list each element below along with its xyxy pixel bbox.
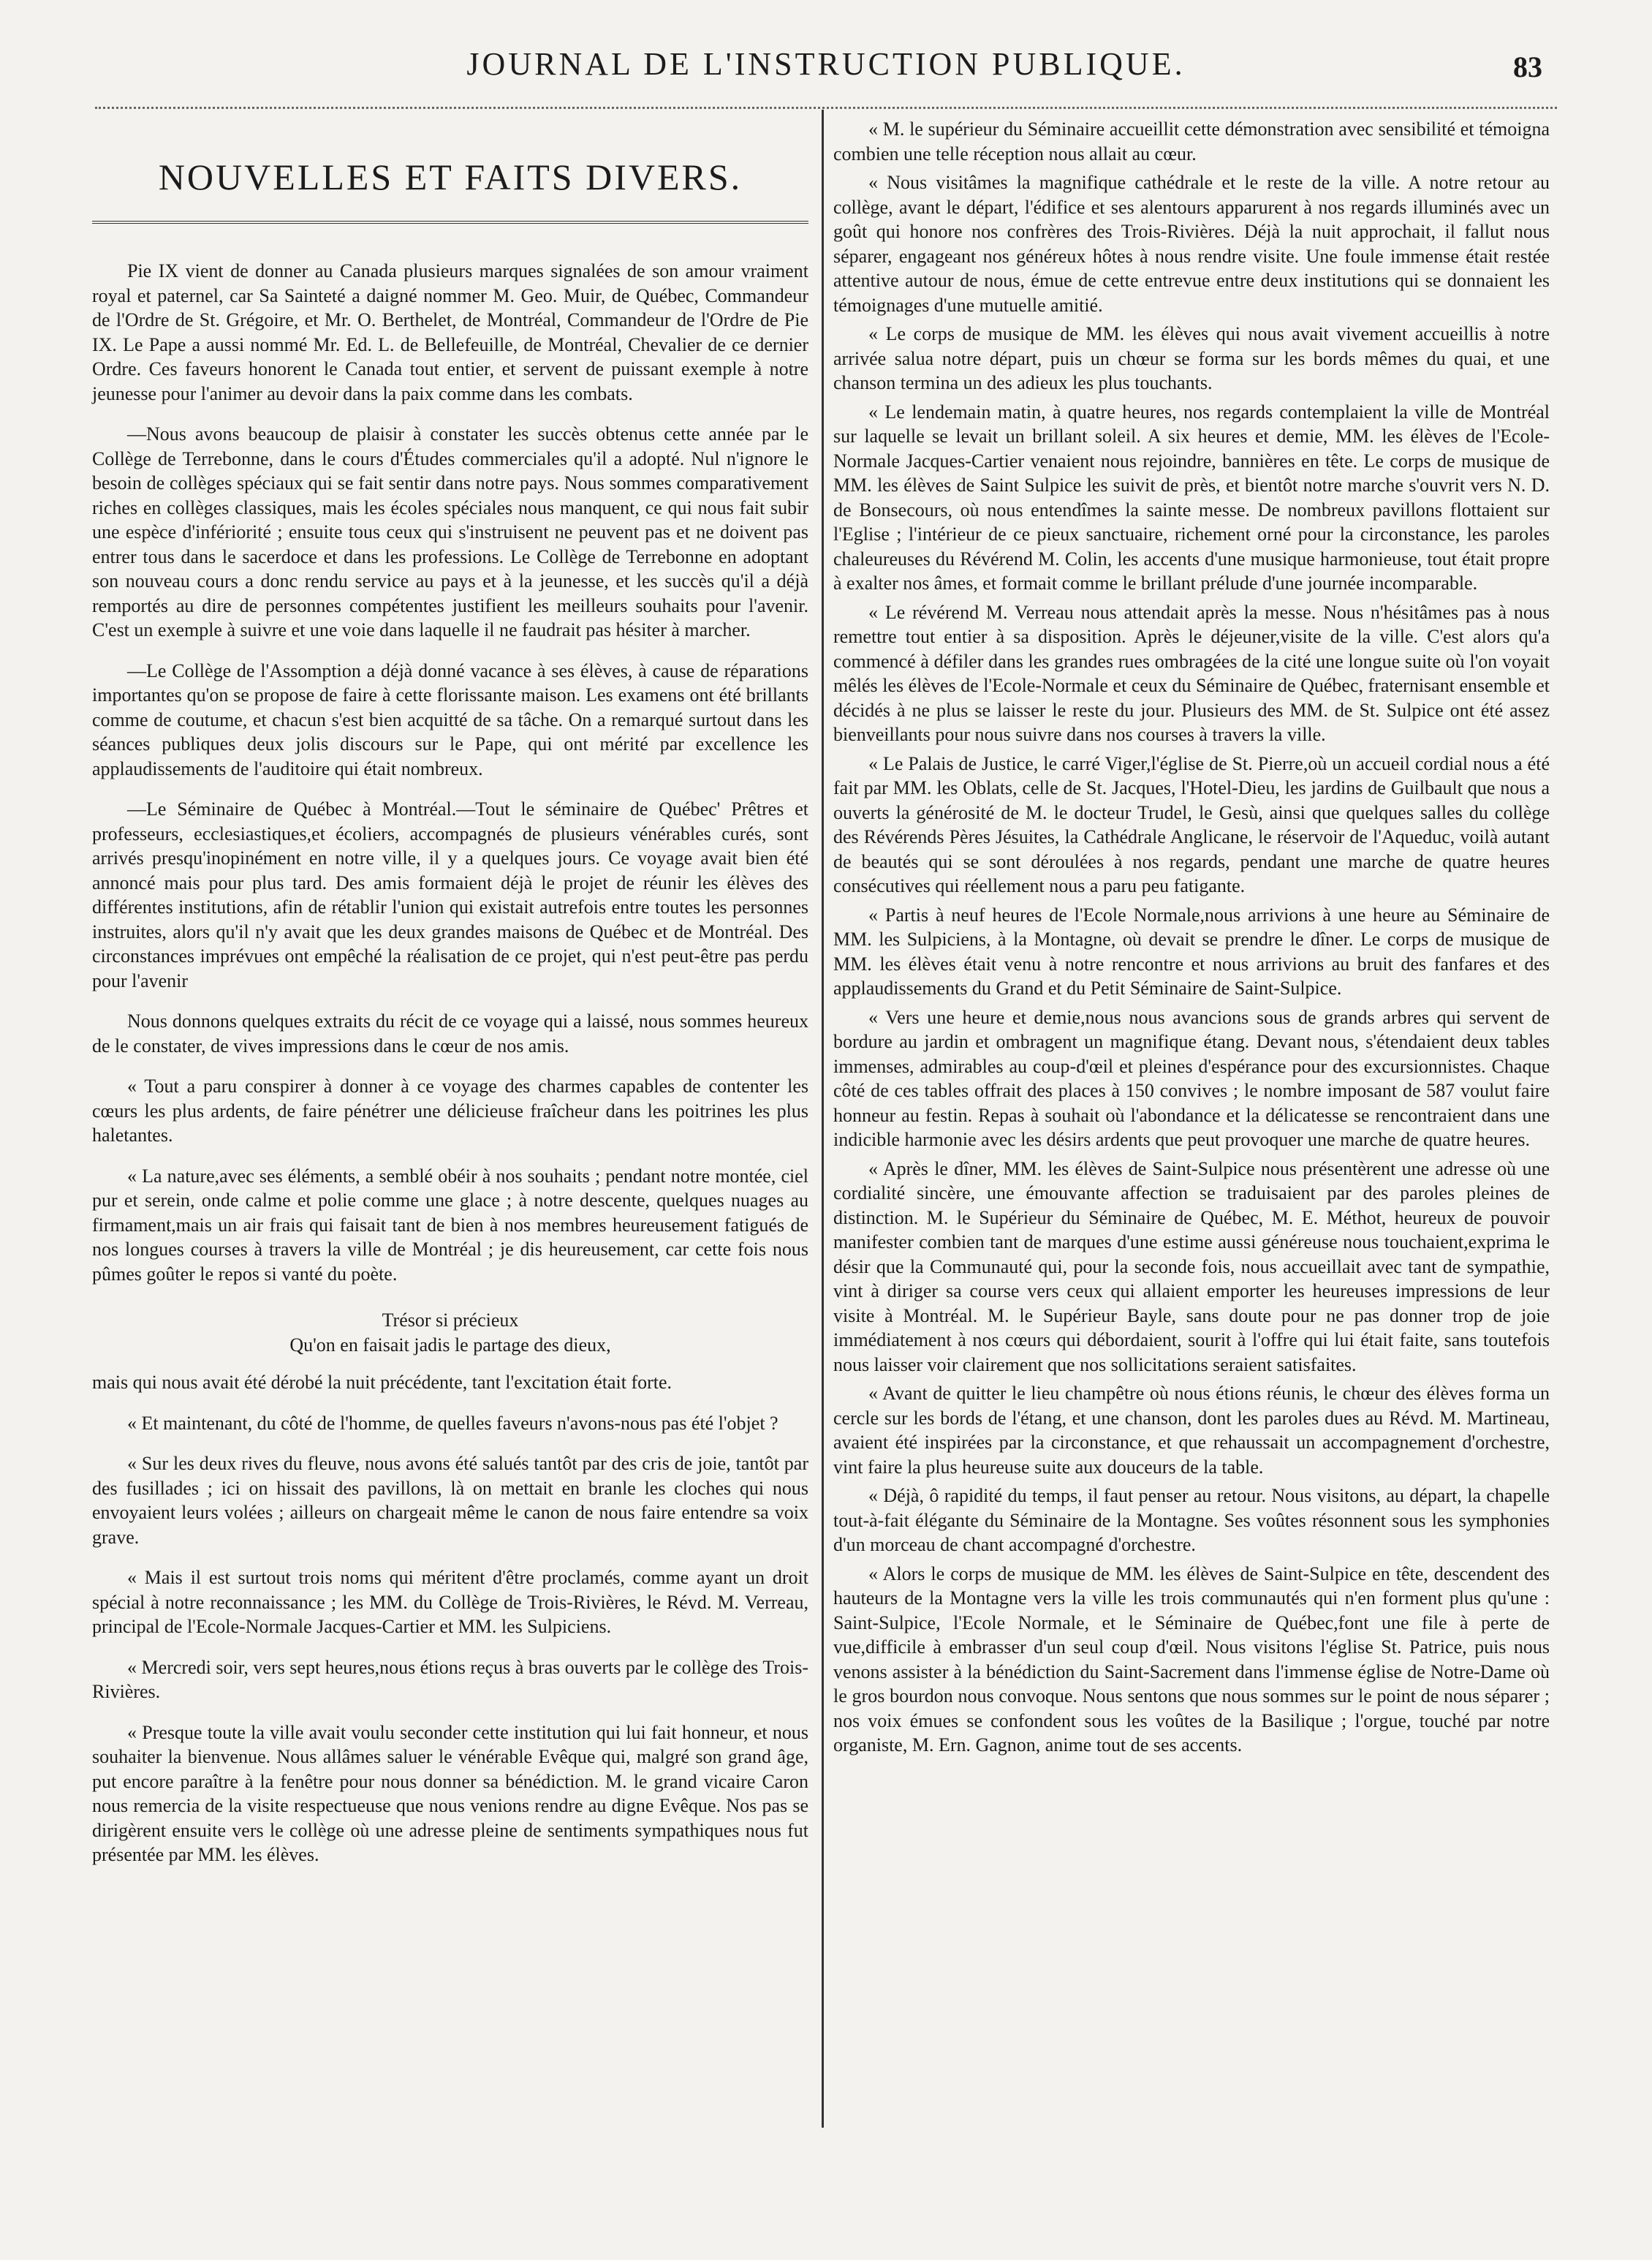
left-column xyxy=(92,117,808,1883)
paragraph: « Nous visitâmes la magnifique cathédrale et le reste de la ville. A notre retour au collège, avant le départ, l'édifice et ses alentours apparurent à nos regards illuminés avec un goût qui honore nos confrères des Trois-Rivières. Déjà la nuit approchait, il fallut nous séparer, engageant nos généreux hôtes à nous rendre visite. Une foule immense était restée attentive autour de nous, émue de cette entrevue entre deux institutions qui se donnaient les témoignages d'une mutuelle amitié. xyxy=(833,172,1550,316)
paragraph: « Le révérend M. Verreau nous attendait après la messe. Nous n'hésitâmes pas à nous remettre tout entier à sa disposition. Après le déjeuner,visite de la ville. C'est alors qu'a commencé à défiler dans les grandes rues ombragées de la cité une longue suite où l'on voyait mêlés les élèves de l'Ecole-Normale et ceux du Séminaire de Québec, fraternisant ensemble et décidés à ne plus se laisser le reste du jour. Plusieurs des MM. de St. Sulpice ont été assez bienveillants pour nous suivre dans nos courses à travers la ville. xyxy=(833,601,1550,745)
paragraph: « Et maintenant, du côté de l'homme, de quelles faveurs n'avons-nous pas été l'objet ? xyxy=(127,1412,778,1434)
title-rule xyxy=(92,221,808,224)
article-terrebonne: —Nous avons beaucoup de plaisir à constater les succès obtenus cette année par le Collège de Terrebonne, dans le cours d'Études commerciales qu'il a adopté. Nul n'ignore le besoin de collèges spéciaux qui se fait sentir dans notre pays. Nous sommes comparativement riches en collèges classiques, mais les écoles spéciales nous manquent, ce qui nous fait subir une espèce d'infériorité ; ensuite tous ceux qui s'instruisent ne peuvent pas et ne doivent pas entrer tous dans le sacerdoce et dans les professions. Le Collège de Terrebonne en adoptant son nouveau cours a donc rendu service au pays et à la jeunesse, et les succès qu'il a déjà remportés au dire de personnes compétentes justifient les meilleurs souhaits pour l'avenir. C'est un exemple à suivre et une voie dans laquelle il ne faudrait pas hésiter à marcher. xyxy=(92,423,808,640)
paragraph: « Le lendemain matin, à quatre heures, nos regards contemplaient la ville de Montréal sur laquelle se levait un brillant soleil. A six heures et demie, MM. les élèves de l'Ecole-Normale Jacques-Cartier venaient nous rejoindre, bannières en tête. Le corps de musique de MM. les élèves de Saint Sulpice les suivit de près, et bientôt notre marche s'ouvrit vers N. D. de Bonsecours, où nous entendîmes la sainte messe. De nombreux pavillons flottaient sur l'Eglise ; l'intérieur de ce pieux sanctuaire, richement orné pour la circonstance, les paroles chaleureuses du Révérend M. Colin, les accents d'une musique harmonieuse, tout était propre à exalter nos âmes, et formait comme le brillant prélude d'une journée incomparable. xyxy=(833,401,1550,594)
paragraph: « Mercredi soir, vers sept heures,nous étions reçus à bras ouverts par le collège des Trois-Rivières. xyxy=(92,1656,808,1702)
paragraph: mais qui nous avait été dérobé la nuit précédente, tant l'excitation était forte. xyxy=(92,1372,672,1393)
paragraph: « Mais il est surtout trois noms qui méritent d'être proclamés, comme ayant un droit spécial à notre reconnaissance ; les MM. du Collège de Trois-Rivières, le Révd. M. Verreau, principal de l'Ecole-Normale Jacques-Cartier et MM. les Sulpiciens. xyxy=(92,1567,808,1637)
paragraph: « Tout a paru conspirer à donner à ce voyage des charmes capables de contenter les cœurs les plus ardents, de faire pénétrer une délicieuse fraîcheur dans les poitrines les plus haletantes. xyxy=(92,1076,808,1146)
journal-title: JOURNAL DE L'INSTRUCTION PUBLIQUE. xyxy=(466,46,1186,82)
paragraph: « Alors le corps de musique de MM. les élèves de Saint-Sulpice en tête, descendent des hauteurs de la Montagne vers la ville les trois communautés qui n'en forment plus qu'une : Saint-Sulpice, l'Ecole Normale, et le Séminaire de Québec,font une file à perte de vue,difficile à embrasser d'un seul coup d'œil. Nous visitons l'église St. Patrice, puis nous venons assister à la bénédiction du Saint-Sacrement dans l'immense église de Notre-Dame où le gros bourdon nous convoque. Nous sentons que nous sommes sur le point de nous séparer ; nos voix émues se confondent sous les voûtes de la Basilique ; l'orgue, touché par notre organiste, M. Ern. Gagnon, anime tout de ses accents. xyxy=(833,1562,1550,1756)
article-seminaire-quebec: —Le Séminaire de Québec à Montréal.—Tout le séminaire de Québec' Prêtres et professeurs, ecclesiastiques,et écoliers, accompagnés de plusieurs vénérables curés, sont arrivés presqu'inopinément en notre ville, il y a quelques jours. Ce voyage avait bien été annoncé mais pour plus tard. Des amis formaient déjà le projet de réunir les élèves des différentes institutions, afin de rétablir l'union qui existait autrefois entre toutes les personnes instruites, alors qu'il n'y avait que les deux grandes maisons de Québec et de Montréal. Des circonstances imprévues ont empêché la réalisation de ce projet, qui n'est peut-être pas perdu pour l'avenir xyxy=(92,798,808,991)
paragraph: Nous donnons quelques extraits du récit de ce voyage qui a laissé, nous sommes heureux de le constater, de vives impressions dans le cœur de nos amis. xyxy=(92,1010,808,1057)
article-pope-honours: Pie IX vient de donner au Canada plusieurs marques signalées de son amour vraiment royal et paternel, car Sa Sainteté a daigné nommer M. Geo. Muir, de Québec, Commandeur de l'Ordre de St. Grégoire, et Mr. O. Berthelet, de Montréal, Commandeur de l'Ordre de Pie IX. Le Pape a aussi nommé Mr. Ed. L. de Bellefeuille, de Montréal, Chevalier de ce dernier Ordre. Ces faveurs honorent le Canada tout entier, et servent de puissant exemple à notre jeunesse pour l'animer au devoir dans la paix comme dans les combats. xyxy=(92,260,808,404)
paragraph: « Sur les deux rives du fleuve, nous avons été salués tantôt par des cris de joie, tantôt par des fusillades ; ici on hissait des pavillons, là on mettait en branle les cloches qui nous envoyaient leurs volées ; ailleurs on chargeait même le canon de nous faire entendre sa voix grave. xyxy=(92,1453,808,1548)
header-rule xyxy=(95,107,1557,109)
paragraph: « Le corps de musique de MM. les élèves qui nous avait vivement accueillis à notre arrivée salua notre départ, puis un chœur se forma sur les bords mêmes du quai, et une chanson termina un des adieux les plus touchants. xyxy=(833,323,1550,393)
column-divider xyxy=(822,110,824,2128)
paragraph: « Vers une heure et demie,nous nous avancions sous de grands arbres qui servent de bordure au jardin et ombragent un magnifique étang. Devant nous, s'étendaient deux tables immenses, admirables au coup-d'œil et pleines d'espérance pour des excursionnistes. Chaque côté de ces tables offrait des places à 150 convives ; le nombre imposant de 587 voulut faire honneur au festin. Repas à souhait où l'abondance et la délicatesse se rencontraient dans une indicible harmonie avec les désirs ardents que peut provoquer une marche de quatre heures. xyxy=(833,1006,1550,1150)
verse-quote xyxy=(92,1308,808,1357)
verse-line: Qu'on en faisait jadis le partage des dieux, xyxy=(289,1334,611,1356)
section-title: NOUVELLES ET FAITS DIVERS. xyxy=(158,156,743,197)
running-head xyxy=(0,45,1652,97)
paragraph: « M. le supérieur du Séminaire accueillit cette démonstration avec sensibilité et témoigna combien une telle réception nous allait au cœur. xyxy=(833,118,1550,165)
right-column xyxy=(833,117,1550,1762)
paragraph: « Presque toute la ville avait voulu seconder cette institution qui lui fait honneur, et nous souhaiter la bienvenue. Nous allâmes saluer le vénérable Evêque qui, malgré son grand âge, put encore paraître à la fenêtre pour nous donner sa bénédiction. M. le grand vicaire Caron nous remercia de la visite respectueuse que nous venions rendre au digne Evêque. Nos pas se dirigèrent ensuite vers le collège où une adresse pleine de sentiments sympathiques nous fut présentée par MM. les élèves. xyxy=(92,1721,808,1865)
verse-line: Trésor si précieux xyxy=(382,1309,519,1331)
paragraph: « Partis à neuf heures de l'Ecole Normale,nous arrivions à une heure au Séminaire de MM. les Sulpiciens, à la Montagne, où devait se prendre le dîner. Le corps de musique de MM. les élèves était venu à notre rencontre et nous arrivions au bruit des fanfares et des applaudissements du Grand et du Petit Séminaire de Saint-Sulpice. xyxy=(833,904,1550,999)
paragraph: « Après le dîner, MM. les élèves de Saint-Sulpice nous présentèrent une adresse où une cordialité sincère, une émouvante affection se traduisaient par des paroles pleines de distinction. M. le Supérieur du Séminaire de Québec, M. E. Méthot, heureux de pouvoir manifester combien tant de marques d'une estime aussi généreuse nous touchaient,exprima le désir que la Communauté qui, pour la seconde fois, nous accueillait avec tant de sympathie, vint à diriger sa course vers ceux qui allaient emporter les heureuses impressions de leur visite à Montréal. M. le Supérieur Bayle, sans doute pour ne pas donner trop de joie immédiatement à nos cœurs qui débordaient, sourit à l'offre qui lui était faite, sans toutefois nous laisser voir clairement que nos sollicitations seraient satisfaites. xyxy=(833,1157,1550,1375)
paragraph: « Déjà, ô rapidité du temps, il faut penser au retour. Nous visitons, au départ, la chapelle tout-à-fait élégante du Séminaire de la Montagne. Ses voûtes résonnent sous les symphonies d'un morceau de chant accompagné d'orchestre. xyxy=(833,1485,1550,1555)
paragraph: « La nature,avec ses éléments, a semblé obéir à nos souhaits ; pendant notre montée, ciel pur et serein, onde calme et polie comme une glace ; à notre descente, quelques nuages au firmament,mais un air frais qui faisait tant de bien à nos membres heureusement fatigués de nos longues courses à travers la ville de Montréal ; je dis heureusement, car cette fois nous pûmes goûter le repos si vanté du poète. xyxy=(92,1165,808,1285)
paragraph: « Avant de quitter le lieu champêtre où nous étions réunis, le chœur des élèves forma un cercle sur les bords de l'étang, et une chanson, dont les paroles dues au Révd. M. Martineau, avaient été inspirées par la circonstance, et que rehaussait un accompagnement d'orchestre, vint faire la plus heureuse suite aux douceurs de la table. xyxy=(833,1383,1550,1478)
page-number: 83 xyxy=(1513,50,1542,83)
paragraph: « Le Palais de Justice, le carré Viger,l'église de St. Pierre,où un accueil cordial nous a été fait par MM. les Oblats, celle de St. Jacques, l'Hotel-Dieu, les jardins de Guilbault que nous a ouverts la générosité de M. le docteur Trudel, le Gesù, ainsi que quelques salles du collège des Révérends Pères Jésuites, la Cathédrale Anglicane, le réservoir de l'Aqueduc, voilà autant de beautés qui se sont déroulées à nos regards, pendant une marche de quatre heures consécutives qui réellement nous a paru peu fatigante. xyxy=(833,752,1550,896)
article-assomption: —Le Collège de l'Assomption a déjà donné vacance à ses élèves, à cause de réparations importantes qu'on se propose de faire à cette florissante maison. Les examens ont été brillants comme de coutume, et chacun s'est bien acquitté de sa tâche. On a remarqué surtout dans les séances publiques deux jolis discours sur le Pape, qui ont mérité par excellence les applaudissements de l'auditoire qui était nombreux. xyxy=(92,660,808,779)
